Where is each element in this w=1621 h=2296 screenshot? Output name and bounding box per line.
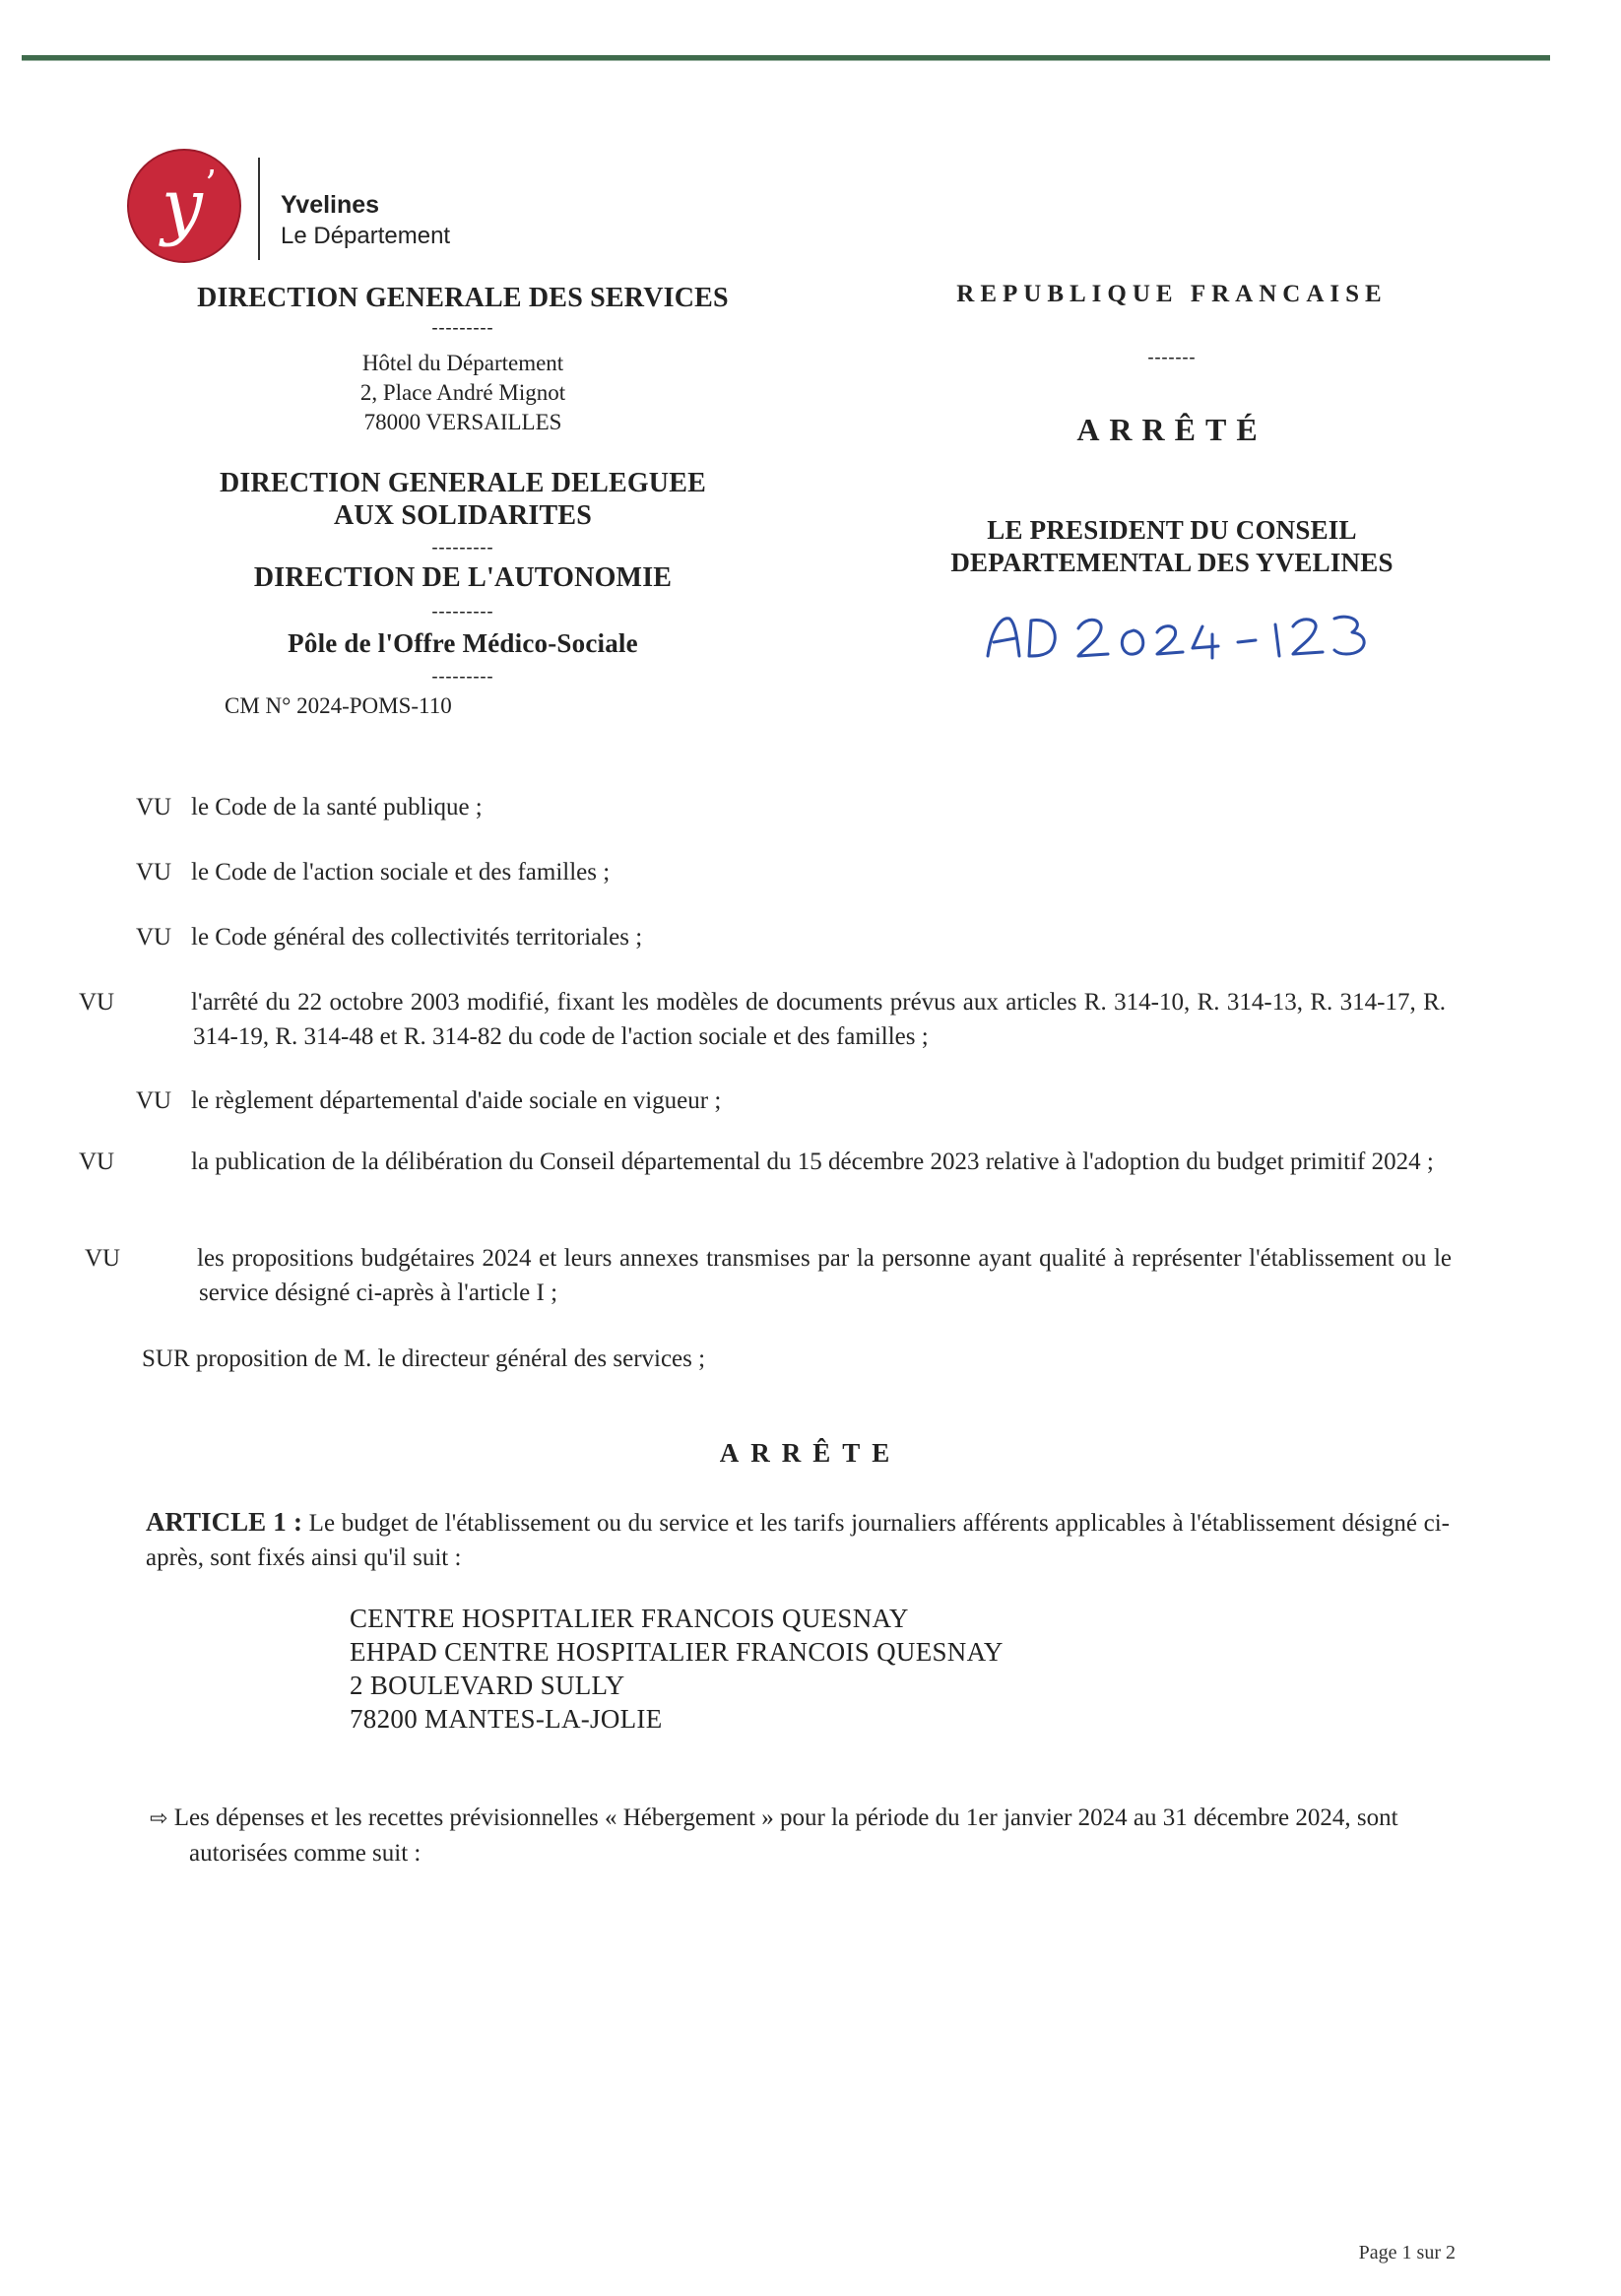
direction-generale-services: DIRECTION GENERALE DES SERVICES xyxy=(197,283,729,313)
handwritten-reference xyxy=(980,599,1374,668)
vu-text: le Code de la santé publique ; xyxy=(191,794,483,820)
vu-item xyxy=(136,855,1446,889)
vu-text: les propositions budgétaires 2024 et leurs annexes transmises par la personne ayant qualité à représenter l'établissement ou le service désigné ci-après à l'article I ; xyxy=(197,1245,1452,1306)
vu-label: VU xyxy=(79,989,115,1016)
article-label: ARTICLE 1 : xyxy=(146,1507,302,1537)
address-block xyxy=(138,349,788,437)
pole-offre: Pôle de l'Offre Médico-Sociale xyxy=(288,628,638,658)
vu-text: la publication de la délibération du Conseil départemental du 15 décembre 2023 relative à l'adoption du budget primitif 2024 ; xyxy=(191,1148,1434,1175)
vu-text: le règlement départemental d'aide sociale en vigueur ; xyxy=(191,1087,722,1114)
separator: --------- xyxy=(431,666,494,686)
separator: --------- xyxy=(431,317,494,337)
sur-proposition xyxy=(142,1342,1452,1376)
separator: --------- xyxy=(431,537,494,557)
vu-label: VU xyxy=(136,924,172,951)
vu-text: le Code de l'action sociale et des familles ; xyxy=(191,859,611,886)
sur-text: proposition de M. le directeur général des services ; xyxy=(195,1345,706,1372)
establishment-block xyxy=(350,1602,1004,1736)
vu-label: VU xyxy=(85,1245,121,1272)
yvelines-logo xyxy=(126,148,242,264)
address-line: Hôtel du Département xyxy=(361,351,564,375)
vu-label: VU xyxy=(136,1087,172,1114)
sur-label: SUR xyxy=(142,1345,190,1372)
dg-deleguee-line: AUX SOLIDARITES xyxy=(333,500,593,531)
address-line: 78000 VERSAILLES xyxy=(363,410,562,434)
brand-name: Yvelines xyxy=(281,191,380,219)
president-line: DEPARTEMENTAL DES YVELINES xyxy=(950,548,1394,577)
president-block xyxy=(857,514,1487,579)
article-text: Le budget de l'établissement ou du service et les tarifs journaliers afférents applicables à l'établissement désigné ci-après, sont fixés ainsi qu'il suit : xyxy=(146,1510,1450,1571)
vu-text: l'arrêté du 22 octobre 2003 modifié, fixant les modèles de documents prévus aux articles R. 314-10, R. 314-13, R. 314-17, R. 314-19, R. 314-48 et R. 314-82 du code de l'action sociale et des familles ; xyxy=(191,989,1446,1050)
vu-label: VU xyxy=(136,794,172,820)
vu-item xyxy=(85,1241,1452,1310)
page-number: Page 1 sur 2 xyxy=(1358,2242,1456,2263)
establishment-line: CENTRE HOSPITALIER FRANCOIS QUESNAY xyxy=(350,1604,909,1633)
vu-item xyxy=(79,985,1446,1054)
direction-autonomie: DIRECTION DE L'AUTONOMIE xyxy=(253,562,673,593)
brand-subtitle: Le Département xyxy=(281,223,451,249)
establishment-line: 78200 MANTES-LA-JOLIE xyxy=(350,1704,663,1734)
establishment-line: 2 BOULEVARD SULLY xyxy=(350,1671,625,1700)
bullet-text: Les dépenses et les recettes prévisionnelles « Hébergement » pour la période du 1er janvier 2024 au 31 décembre 2024, sont autorisées comme suit : xyxy=(173,1804,1398,1867)
svg-text:’: ’ xyxy=(205,163,218,206)
vu-item xyxy=(136,790,1446,824)
article-1 xyxy=(146,1505,1450,1575)
republique-francaise: REPUBLIQUE FRANCAISE xyxy=(956,281,1388,307)
separator: --------- xyxy=(431,601,494,621)
president-line: LE PRESIDENT DU CONSEIL xyxy=(987,515,1357,545)
logo-separator xyxy=(258,158,260,260)
dg-deleguee xyxy=(138,467,788,532)
vu-label: VU xyxy=(79,1148,115,1175)
vu-item xyxy=(136,920,1446,954)
separator: ------- xyxy=(1147,347,1197,366)
arrow-right-icon: ⇨ xyxy=(150,1806,168,1831)
dg-deleguee-line: DIRECTION GENERALE DELEGUEE xyxy=(220,468,706,498)
vu-text: le Code général des collectivités territoriales ; xyxy=(191,924,643,951)
vu-item xyxy=(136,1083,1446,1118)
top-rule xyxy=(22,55,1550,61)
arrete-heading: ARRÊTÉ xyxy=(1076,412,1267,447)
budget-bullet xyxy=(150,1801,1450,1870)
arrete-title: ARRÊTE xyxy=(719,1438,902,1468)
cm-number: CM N° 2024-POMS-110 xyxy=(225,693,452,718)
vu-item xyxy=(79,1145,1446,1179)
svg-text:y: y xyxy=(162,164,203,248)
vu-label: VU xyxy=(136,859,172,886)
address-line: 2, Place André Mignot xyxy=(359,380,566,405)
brand-block xyxy=(281,189,450,252)
establishment-line: EHPAD CENTRE HOSPITALIER FRANCOIS QUESNAY xyxy=(350,1637,1004,1667)
